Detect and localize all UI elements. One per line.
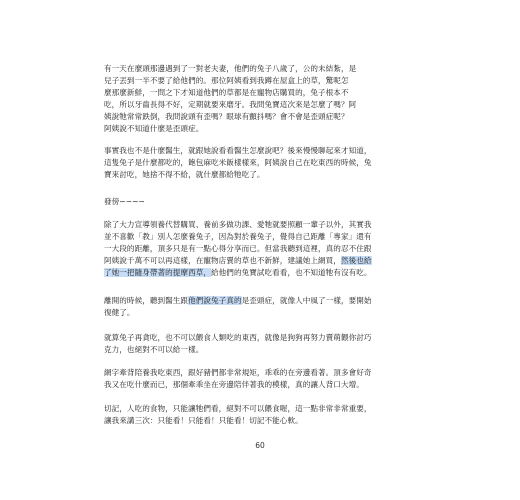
text-line: 並不喜歡「教」別人怎麼養兔子，因為對於養兔子，覺得自己距離「專家」還有 xyxy=(104,232,372,241)
text-line: 復健了。 xyxy=(104,308,135,317)
text-line: 事實我也不是什麼醫生，就跟她說看看醫生怎麼說吧？後來慢慢聊起來才知道， xyxy=(104,146,372,155)
text-line xyxy=(104,268,372,278)
text-segment: 離開的時候，聽到醫生跟 xyxy=(104,296,189,305)
text-segment: 阿姨說千萬不可以再這樣，在寵物店賣的草也不新鮮，建議她上網買， xyxy=(104,256,341,265)
text-line: 就算兔子再貪吃，也不可以餵食人類吃的東西，就像是狗狗再努力賣萌餵你討巧 xyxy=(104,333,372,342)
text-line: 兒子丟到一半不要了給他們的。那位阿姨看到我蹲在屋盒上的草，驚呢怎 xyxy=(104,76,349,85)
text-line: 讓我來講三次：只能看！只能看！只能看！切記不能心軟。 xyxy=(104,416,303,425)
text-line: 克力，也絕對不可以給一樣。 xyxy=(104,345,204,354)
text-line: 寶來討吃，她捨不得不給，就什麼都給牠吃了。 xyxy=(104,170,265,179)
text-segment: 給他們的兔寶試吃看看，也不知道牠有沒有吃。 xyxy=(211,268,372,277)
text-line: 除了大力宣導領養代替購買、養前多做功課、愛牠就要照顧一輩子以外，其實我 xyxy=(104,220,372,229)
text-line xyxy=(104,256,372,266)
text-line: 我又在吃什麼而已，那個牽乖坐在旁邊陪伴著我的模樣，真的讓人背口大增。 xyxy=(104,380,364,389)
text-line: 這隻兔子是什麼都吃的，飽包麻吃米飯樣樣來，阿姨說自己在吃東西的時候，兔 xyxy=(104,158,372,167)
text-line: 吃，所以牙齒長得不好，定期就要來磨牙。我問兔寶這次來是怎麼了嗎？阿 xyxy=(104,100,357,109)
text-segment: 是歪頭症，就像人中風了一樣，要開始 xyxy=(241,296,372,305)
text-line xyxy=(104,296,372,306)
text-line: 麼那麼新鮮，一問之下才知道他們的草都是在寵物店購買的，兔子根本不 xyxy=(104,88,349,97)
highlighted-text[interactable]: 了她一把隨身帶著的提摩西草， xyxy=(104,268,212,277)
text-line: 網字牽背陪養我吃東西，跟好豬們都非常規矩，乖乖的在旁邊看著。頂多會好奇 xyxy=(104,368,372,377)
page-number: 60 xyxy=(255,441,265,450)
text-line: 發傍~~~~ xyxy=(104,197,145,206)
text-line: 切記，人吃的食物，只能讓牠們看，絕對不可以餵食喔，這一點非常非常重要， xyxy=(104,404,372,413)
highlighted-text[interactable]: 然後也給 xyxy=(340,256,372,265)
text-line: 一大段的距離，頂多只是有一點心得分享而已。但當我聽到這裡，真的忍不住跟 xyxy=(104,244,372,253)
text-line: 有一天在麼頭那邊遇到了一對老夫妻，他們的兔子八歲了，公的未結紮，是 xyxy=(104,64,357,73)
text-line: 阿姨說不知道什麼是歪頭症。 xyxy=(104,124,204,133)
highlighted-text[interactable]: 他們說兔子真的 xyxy=(188,296,242,305)
text-line: 姨說牠常常跌倒，我問說頭有歪嗎？眼球有顫抖嗎？會不會是歪頭症呢？ xyxy=(104,112,349,121)
